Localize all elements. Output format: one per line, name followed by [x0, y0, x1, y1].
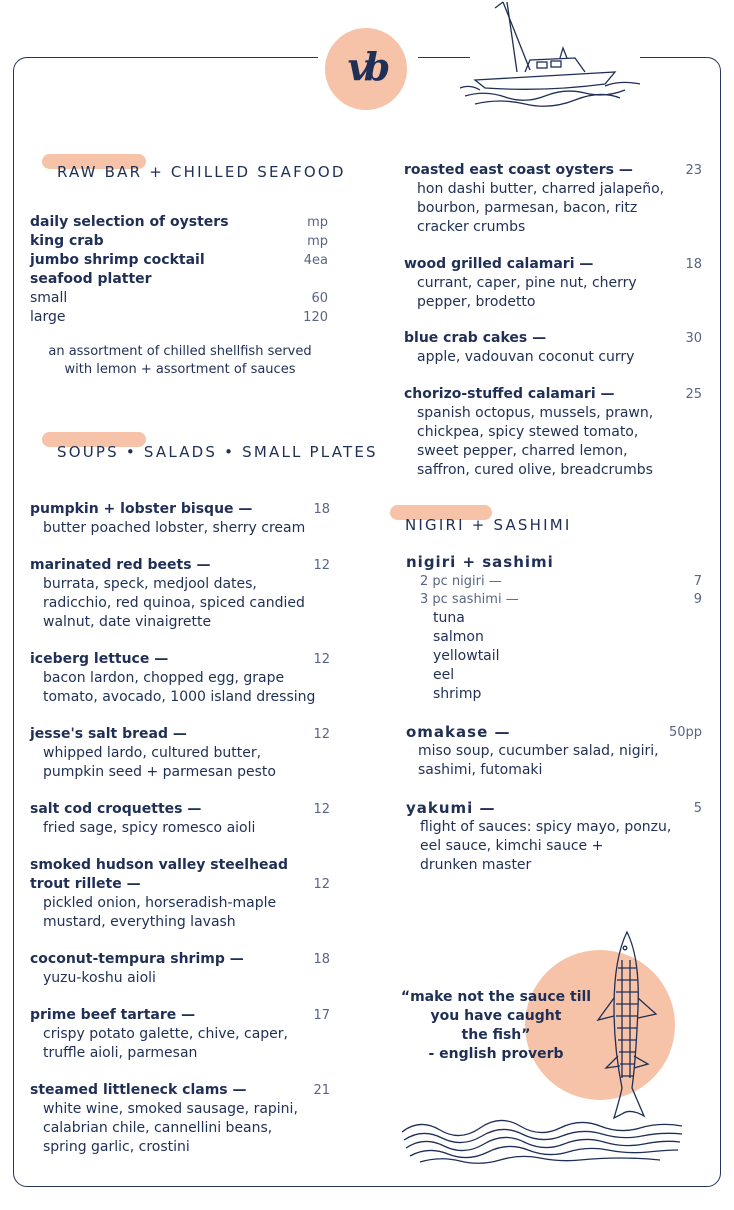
chorizo-calamari-desc: spanish octopus, mussels, prawn,	[417, 405, 654, 421]
clams-item-desc: spring garlic, crostini	[43, 1139, 190, 1155]
sashimi-option-price: 9	[693, 592, 702, 607]
steelhead-item-name2: trout rillete —	[30, 876, 141, 892]
yakumi-desc: flight of sauces: spicy mayo, ponzu,	[420, 819, 672, 835]
tartare-item-desc: truffle aioli, parmesan	[43, 1045, 198, 1061]
croquettes-item-desc: fried sage, spicy romesco aioli	[43, 820, 256, 836]
nigiri-heading: NIGIRI + SASHIMI	[405, 516, 572, 534]
clams-item-desc: white wine, smoked sausage, rapini,	[43, 1101, 298, 1117]
calamari-grilled-price: 18	[685, 257, 702, 272]
omakase-desc: miso soup, cucumber salad, nigiri,	[418, 743, 659, 759]
raw-item-oysters: daily selection of oysters	[30, 214, 229, 230]
logo-text: vb	[347, 44, 385, 89]
yakumi-desc: drunken master	[420, 857, 532, 873]
saltbread-item-desc: pumpkin seed + parmesan pesto	[43, 764, 276, 780]
oysters-roasted-desc: cracker crumbs	[417, 219, 526, 235]
omakase-price: 50pp	[668, 725, 702, 740]
beets-item-desc: walnut, date vinaigrette	[43, 614, 212, 630]
soup-item-name: pumpkin + lobster bisque —	[30, 501, 253, 517]
yakumi-desc: eel sauce, kimchi sauce +	[420, 838, 604, 854]
fish-option: eel	[433, 667, 455, 683]
boat-illustration	[455, 0, 655, 112]
fish-option: tuna	[433, 610, 465, 626]
steelhead-item-desc: pickled onion, horseradish-maple	[43, 895, 277, 911]
oysters-roasted-desc: bourbon, parmesan, bacon, ritz	[417, 200, 638, 216]
croquettes-item-price: 12	[313, 802, 330, 817]
nigiri-option-price: 7	[693, 574, 702, 589]
raw-item-shrimp: jumbo shrimp cocktail	[30, 252, 205, 268]
waves-illustration	[400, 1110, 685, 1165]
shrimp-item-desc: yuzu-koshu aioli	[43, 970, 156, 986]
chorizo-calamari-desc: sweet pepper, charred lemon,	[417, 443, 628, 459]
yakumi-price: 5	[693, 801, 702, 816]
beets-item-name: marinated red beets —	[30, 557, 211, 573]
raw-size-large: large	[30, 309, 66, 325]
raw-price-oysters: mp	[307, 215, 328, 230]
raw-bar-heading: RAW BAR + CHILLED SEAFOOD	[57, 163, 346, 181]
chorizo-calamari-desc: saffron, cured olive, breadcrumbs	[417, 462, 653, 478]
iceberg-item-desc: bacon lardon, chopped egg, grape	[43, 670, 285, 686]
beets-item-price: 12	[313, 558, 330, 573]
raw-size-small: small	[30, 290, 68, 306]
proverb-quote: “make not the sauce till you have caught the fish” - english proverb	[400, 989, 592, 1062]
fish-option: shrimp	[433, 686, 482, 702]
clams-item-name: steamed littleneck clams —	[30, 1082, 247, 1098]
tartare-item-desc: crispy potato galette, chive, caper,	[43, 1026, 288, 1042]
soups-heading: SOUPS • SALADS • SMALL PLATES	[57, 443, 378, 461]
iceberg-item-desc: tomato, avocado, 1000 island dressing	[43, 689, 316, 705]
raw-price-shrimp: 4ea	[303, 253, 328, 268]
beets-item-desc: radicchio, red quinoa, spiced candied	[43, 595, 305, 611]
crab-cakes-name: blue crab cakes —	[404, 330, 547, 346]
soup-item-price: 18	[313, 502, 330, 517]
oysters-roasted-price: 23	[685, 163, 702, 178]
raw-note-line2: with lemon + assortment of sauces	[64, 362, 296, 377]
steelhead-item-name: smoked hudson valley steelhead	[30, 857, 289, 873]
raw-price-king-crab: mp	[307, 234, 328, 249]
fish-option: salmon	[433, 629, 484, 645]
clams-item-price: 21	[313, 1083, 330, 1098]
clams-item-desc: calabrian chile, cannellini beans,	[43, 1120, 273, 1136]
chorizo-calamari-price: 25	[685, 387, 702, 402]
calamari-grilled-name: wood grilled calamari —	[404, 256, 594, 272]
steelhead-item-price: 12	[313, 877, 330, 892]
omakase-desc: sashimi, futomaki	[418, 762, 543, 778]
steelhead-item-desc: mustard, everything lavash	[43, 914, 236, 930]
tartare-item-name: prime beef tartare —	[30, 1007, 196, 1023]
soup-item-desc: butter poached lobster, sherry cream	[43, 520, 306, 536]
shrimp-item-price: 18	[313, 952, 330, 967]
chorizo-calamari-desc: chickpea, spicy stewed tomato,	[417, 424, 639, 440]
oysters-roasted-name: roasted east coast oysters —	[404, 162, 633, 178]
omakase-name: omakase —	[406, 723, 511, 741]
crab-cakes-desc: apple, vadouvan coconut curry	[417, 349, 635, 365]
croquettes-item-name: salt cod croquettes —	[30, 801, 202, 817]
saltbread-item-name: jesse's salt bread —	[30, 726, 187, 742]
iceberg-item-name: iceberg lettuce —	[30, 651, 169, 667]
logo	[325, 28, 407, 110]
sashimi-option: 3 pc sashimi —	[420, 592, 519, 607]
beets-item-desc: burrata, speck, medjool dates,	[43, 576, 257, 592]
yakumi-name: yakumi —	[406, 799, 496, 817]
raw-note-line1: an assortment of chilled shellfish served	[48, 344, 312, 359]
crab-cakes-price: 30	[685, 331, 702, 346]
nigiri-option: 2 pc nigiri —	[420, 574, 502, 589]
fish-illustration	[592, 928, 662, 1123]
tartare-item-price: 17	[313, 1008, 330, 1023]
calamari-grilled-desc: currant, caper, pine nut, cherry	[417, 275, 637, 291]
iceberg-item-price: 12	[313, 652, 330, 667]
calamari-grilled-desc: pepper, brodetto	[417, 294, 536, 310]
raw-item-king-crab: king crab	[30, 233, 104, 249]
raw-price-large: 120	[303, 310, 328, 325]
shrimp-item-name: coconut-tempura shrimp —	[30, 951, 244, 967]
chorizo-calamari-name: chorizo-stuffed calamari —	[404, 386, 615, 402]
nigiri-subheading: nigiri + sashimi	[406, 553, 554, 571]
raw-item-platter: seafood platter	[30, 271, 152, 287]
raw-price-small: 60	[311, 291, 328, 306]
oysters-roasted-desc: hon dashi butter, charred jalapeño,	[417, 181, 665, 197]
fish-option: yellowtail	[433, 648, 500, 664]
saltbread-item-price: 12	[313, 727, 330, 742]
saltbread-item-desc: whipped lardo, cultured butter,	[43, 745, 262, 761]
